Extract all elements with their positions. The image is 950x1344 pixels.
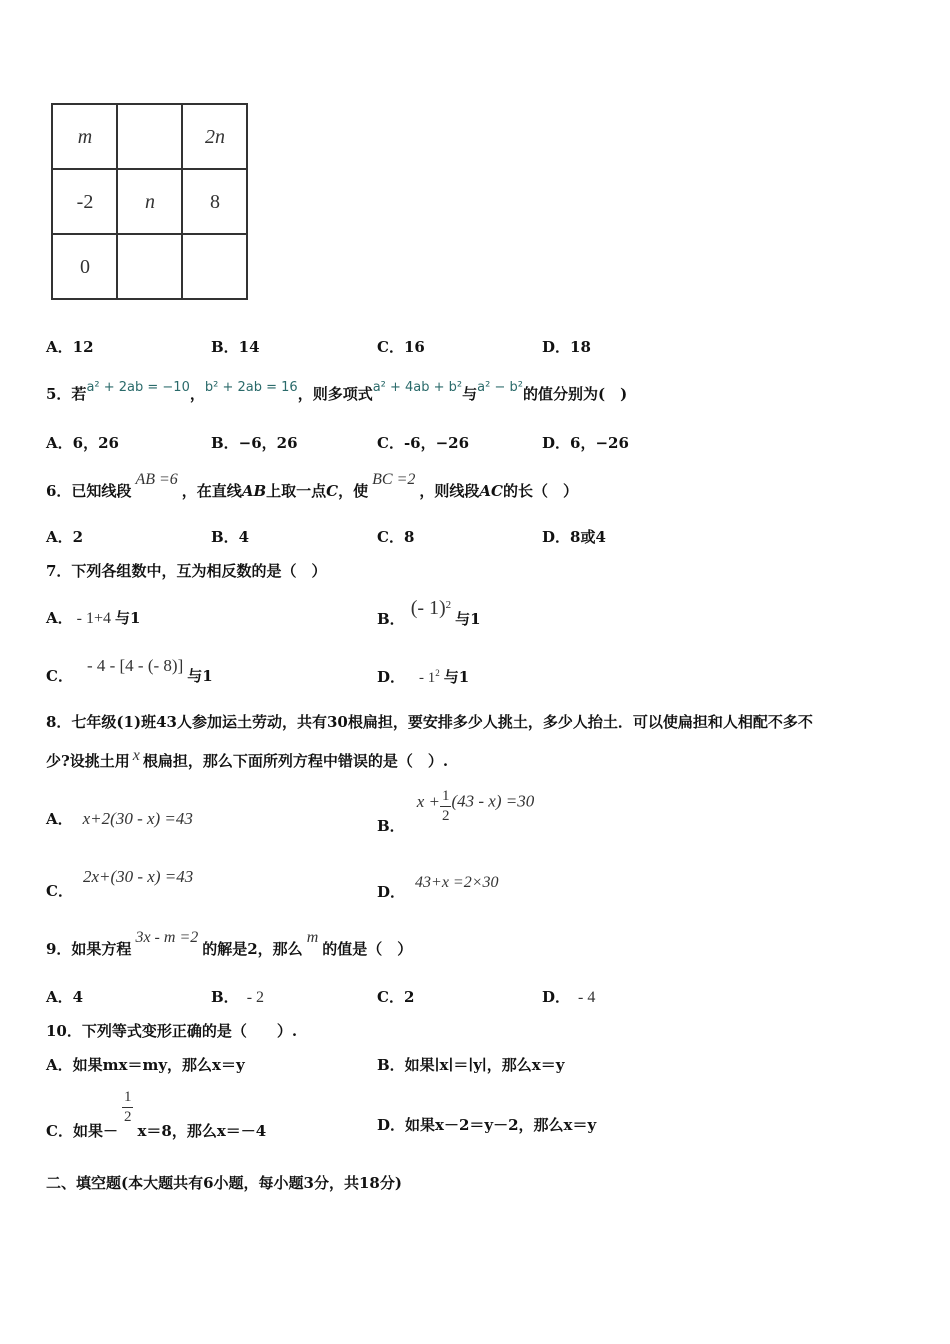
q7-b-expr: (- 1): [410, 597, 446, 619]
q5-stem: [46, 380, 628, 404]
grid-cell: [118, 105, 182, 169]
q8-c-expr: 2x+(30 - x) =43: [82, 867, 194, 886]
q8-stem-line1: 8．七年级(1)班43人参加运土劳动，共有30根扁担，要安排多少人挑土，多少人抬土．可以使扁担和人相配不多不: [46, 713, 813, 731]
q10-option-a: A．如果mx＝my，那么x＝y: [46, 1056, 245, 1074]
q4-option-c: C．16: [377, 338, 425, 356]
q6-c: C: [326, 482, 339, 500]
q8-x: x: [132, 747, 140, 764]
q5-option-d: D．6，−26: [542, 434, 629, 452]
q6-suffix: 的长（ ）: [502, 482, 578, 500]
q6-expr2: BC =2: [372, 471, 416, 488]
q8-option-b: [377, 785, 535, 835]
q7-d-exp: 2: [435, 668, 440, 678]
number-grid-table: [51, 103, 248, 300]
q8-line2-suffix: 根扁担，那么下面所列方程中错误的是（ ）.: [142, 752, 449, 770]
q9-option-a: A．4: [46, 988, 84, 1006]
q8-b-x: x +: [416, 791, 440, 811]
q7-c-label: C．: [46, 667, 73, 685]
grid-cell: 0: [80, 255, 90, 278]
q7-b-tail: 与1: [455, 610, 481, 628]
q8-b-rest: (43 - x) =30: [451, 791, 535, 811]
q8-stem-line2: [46, 747, 449, 771]
q5-mid: ，则多项式: [297, 385, 373, 403]
q6-option-b: B．4: [211, 528, 250, 546]
q8-b-numerator: 1: [440, 789, 452, 807]
q5-expr2: b² + 2ab = 16: [204, 380, 298, 395]
q8-b-label: B．: [377, 816, 405, 835]
q7-stem: 7．下列各组数中，互为相反数的是（ ）: [46, 562, 327, 580]
q10-stem: 10．下列等式变形正确的是（ ）.: [46, 1022, 298, 1040]
q9-option-b: [211, 986, 264, 1007]
q6-option-c: C．8: [377, 528, 415, 546]
q5-and: 与: [462, 385, 478, 403]
q10-option-b: B．如果∣x∣＝∣y∣，那么x＝y: [377, 1056, 565, 1074]
q10-c-numerator: 1: [122, 1090, 134, 1108]
q6-option-a: A．2: [46, 528, 84, 546]
q6-prefix: 6．已知线段: [46, 482, 132, 500]
q8-line2-prefix: 少?设挑土用: [46, 752, 130, 770]
q7-option-a: [46, 607, 140, 628]
q10-c-denominator: 2: [123, 1109, 132, 1125]
q6-mid2: 上取一点: [266, 482, 327, 500]
q7-d-expr: - 1: [419, 670, 436, 686]
q9-m: m: [306, 929, 319, 946]
q8-option-d: [377, 871, 499, 901]
q8-option-c: [46, 866, 194, 900]
q9-b-value: - 2: [246, 989, 265, 1006]
q7-a-tail: 与1: [115, 609, 141, 627]
q5-option-b: B．−6，26: [211, 434, 298, 452]
q9-b-label: B．: [211, 988, 239, 1006]
q9-stem: [46, 929, 413, 959]
q6-mid3: ，使: [338, 482, 369, 500]
grid-cell: [118, 235, 182, 299]
grid-cell: 8: [210, 190, 220, 213]
grid-cell: n: [145, 190, 155, 213]
q4-option-a: A．12: [46, 338, 94, 356]
q7-a-label: A．: [46, 609, 73, 627]
q6-ac: AC: [479, 482, 503, 500]
q9-prefix: 9．如果方程: [46, 940, 132, 958]
q9-option-d: [542, 986, 595, 1007]
q9-expr: 3x - m =2: [135, 929, 199, 946]
q8-d-expr: 43+x =2×30: [415, 874, 499, 891]
q5-sep: ，: [189, 385, 205, 403]
q8-a-label: A．: [46, 810, 73, 828]
q7-c-tail: 与1: [187, 667, 213, 685]
q10-option-d: D．如果x－2＝y－2，那么x＝y: [377, 1116, 597, 1134]
q7-d-label: D．: [377, 668, 406, 686]
q8-c-label: C．: [46, 882, 73, 900]
grid-cell: 2n: [205, 125, 225, 148]
q6-stem: [46, 471, 578, 501]
q7-option-b: [377, 597, 481, 628]
q9-mid: 的解是2，那么: [202, 940, 303, 958]
q5-expr1: a² + 2ab = −10: [86, 380, 190, 395]
q6-option-d: D．8或4: [542, 528, 606, 546]
q10-c-suffix: x＝8，那么x＝－4: [137, 1121, 267, 1140]
q5-option-c: C．-6，−26: [377, 434, 470, 452]
q4-option-b: B．14: [211, 338, 260, 356]
q8-option-a: [46, 808, 193, 829]
grid-cell: [183, 235, 247, 299]
q4-option-d: D．18: [542, 338, 591, 356]
q7-a-expr: - 1+4: [76, 610, 111, 627]
q7-b-exp: 2: [445, 599, 452, 611]
q6-mid1: ，在直线: [181, 482, 242, 500]
grid-cell: -2: [76, 190, 94, 213]
q7-option-c: [46, 655, 213, 685]
q9-d-label: D．: [542, 988, 571, 1006]
q10-option-c: [46, 1089, 267, 1140]
q8-b-denominator: 2: [441, 808, 450, 824]
q6-ab: AB: [241, 482, 267, 500]
q5-suffix: 的值分别为( ): [522, 385, 628, 403]
q9-suffix: 的值是（ ）: [322, 940, 413, 958]
q5-option-a: A．6，26: [46, 434, 119, 452]
q8-a-expr: x+2(30 - x) =43: [82, 809, 193, 828]
q5-expr3: a² + 4ab + b²: [372, 380, 463, 395]
q7-b-label: B．: [377, 610, 405, 628]
q10-c-prefix: C．如果－: [46, 1121, 118, 1140]
q5-expr4: a² − b²: [477, 380, 523, 395]
q7-option-d: [377, 666, 469, 687]
q7-c-expr: - 4 - [4 - (- 8)]: [86, 656, 184, 675]
section-two-title: 二、填空题(本大题共有6小题，每小题3分，共18分): [46, 1174, 402, 1192]
q6-expr1: AB =6: [135, 471, 178, 488]
q7-d-tail: 与1: [443, 668, 470, 686]
q9-d-value: - 4: [578, 989, 596, 1006]
q5-prefix: 5．若: [46, 385, 87, 403]
q9-option-c: C．2: [377, 988, 415, 1006]
q6-mid4: ，则线段: [419, 482, 480, 500]
grid-cell: m: [77, 125, 93, 148]
q8-d-label: D．: [377, 883, 406, 901]
